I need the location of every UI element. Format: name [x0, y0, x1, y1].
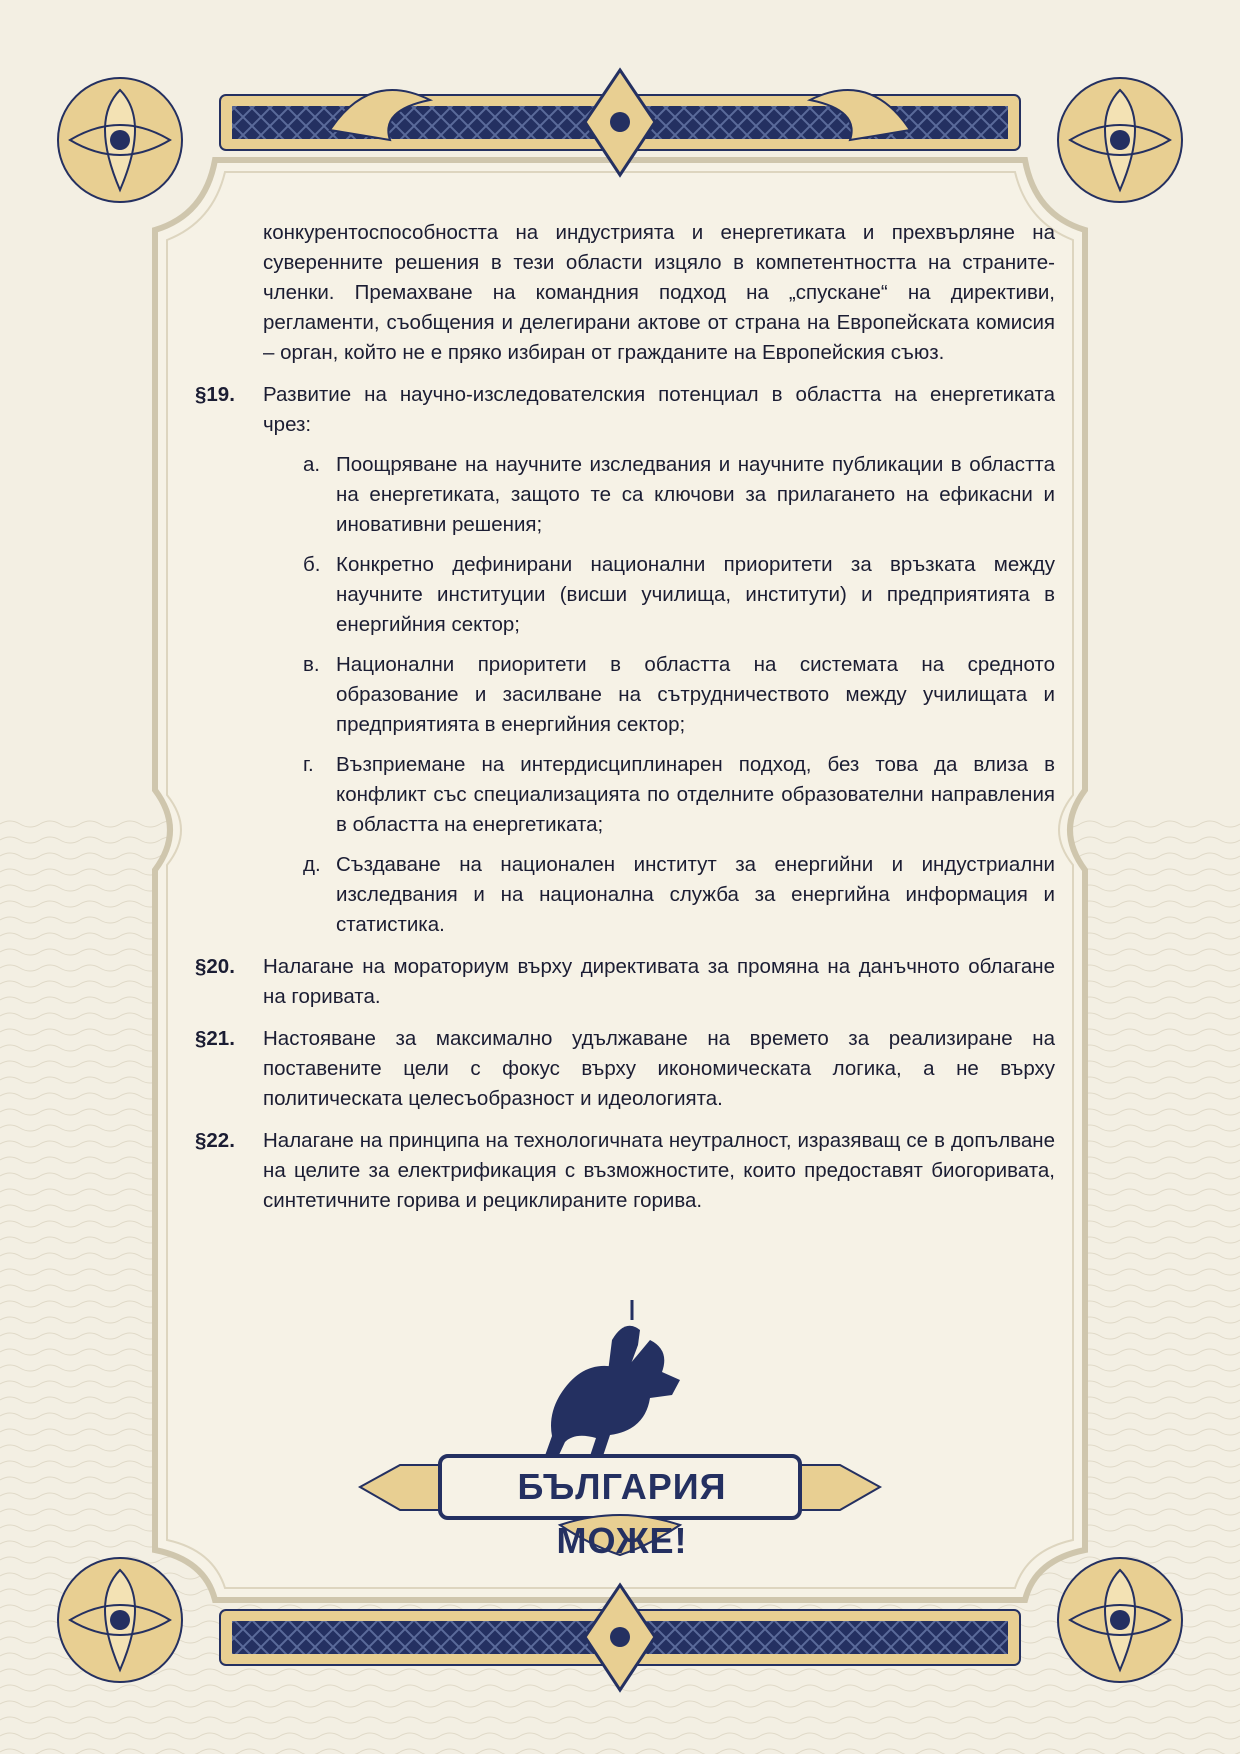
list-item: [303, 550, 1055, 640]
corner-ornament-bottom-left: [58, 1558, 182, 1682]
paragraph-20: [195, 952, 1055, 1012]
paragraph-19: [195, 380, 1055, 940]
paragraph-21: [195, 1024, 1055, 1114]
item-text: Възприемане на интердисциплинарен подход, без това да влиза в конфликт със специализацията по отделните образователни направления в областта на енергетиката;: [336, 753, 1055, 836]
item-text: Национални приоритети в областта на системата на средното образование и засилване на сътрудничеството между училищата и предприятията в енергийния сектор;: [336, 653, 1055, 736]
list-item: [303, 750, 1055, 840]
item-letter: д.: [303, 853, 321, 876]
item-text: Конкретно дефинирани национални приоритети за връзката между научните институции (висши училища, институти) и предприятията в енергийния сектор;: [336, 553, 1055, 636]
paragraph-22: [195, 1126, 1055, 1216]
document-body: [195, 218, 1055, 1216]
intro-paragraph: конкурентоспособността на индустрията и енергетиката и прехвърляне на суверенните решения в тези области изцяло в компетентността на страните-членки. Премахване на командния подход на „спускане“ на директиви, регламенти, съобщения и делегирани актове от страна на Европейската комисия – орган, който не е пряко избиран от гражданите на Европейския съюз.: [263, 221, 1055, 364]
paragraph-text: Налагане на мораториум върху директивата за промяна на данъчното облагане на горивата.: [263, 955, 1055, 1008]
item-letter: б.: [303, 553, 321, 576]
paragraph-number: §21.: [195, 1027, 235, 1050]
corner-ornament-top-left: [58, 78, 182, 202]
list-item: [303, 850, 1055, 940]
paragraph-text: Развитие на научно-изследователския потенциал в областта на енергетиката чрез:: [263, 383, 1055, 436]
slogan-text: БЪЛГАРИЯ МОЖЕ!: [517, 1466, 727, 1561]
paragraph-number: §19.: [195, 383, 235, 406]
paragraph-number: §20.: [195, 955, 235, 978]
list-item: [303, 450, 1055, 540]
sub-list: [303, 450, 1055, 940]
corner-ornament-top-right: [1058, 78, 1182, 202]
paragraph-text: Налагане на принципа на технологичната неутралност, изразяващ се в допълване на целите за електрификация с възможностите, които предоставят биогоривата, синтетичните горива и рециклираните горива.: [263, 1129, 1055, 1212]
paragraph-number: §22.: [195, 1129, 235, 1152]
item-letter: а.: [303, 453, 321, 476]
paragraph-text: Настояване за максимално удължаване на времето за реализиране на поставените цели с фокус върху икономическата логика, а не върху политическата целесъобразност и идеологията.: [263, 1027, 1055, 1110]
item-letter: г.: [303, 753, 314, 776]
item-text: Създаване на национален институт за енергийни и индустриални изследвания и на национална служба за енергийна информация и статистика.: [336, 853, 1055, 936]
item-text: Поощряване на научните изследвания и научните публикации в областта на енергетиката, защото те са ключови за прилагането на ефикасни и иновативни решения;: [336, 453, 1055, 536]
list-item: [303, 650, 1055, 740]
item-letter: в.: [303, 653, 320, 676]
corner-ornament-bottom-right: [1058, 1558, 1182, 1682]
